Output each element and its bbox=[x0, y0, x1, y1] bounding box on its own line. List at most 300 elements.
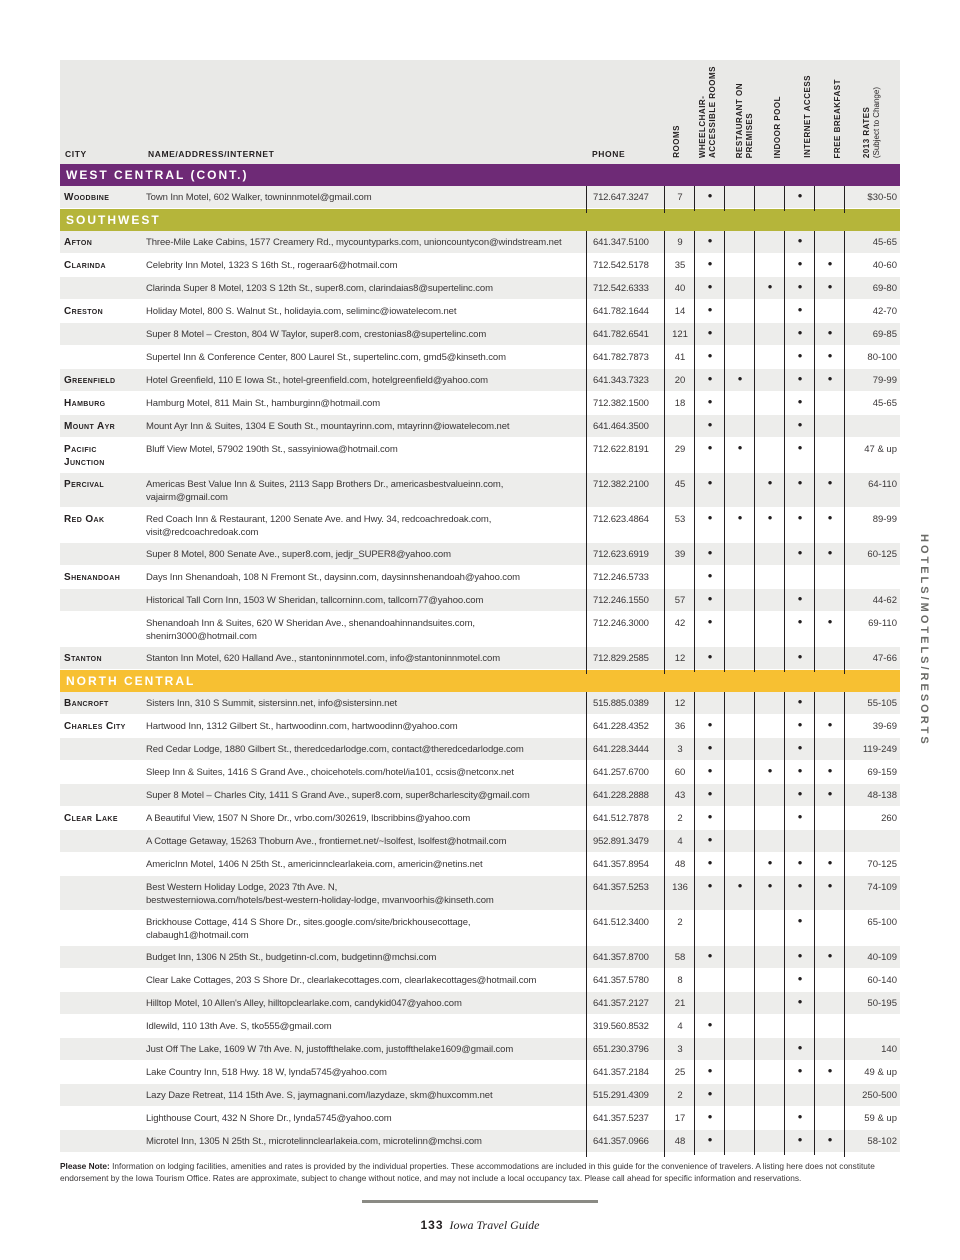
rate-cell: 45-65 bbox=[844, 231, 901, 258]
rate-cell: 55-105 bbox=[844, 692, 901, 719]
internet-flag bbox=[784, 830, 815, 855]
pool-flag bbox=[754, 647, 785, 672]
rooms-cell: 2 bbox=[664, 1084, 695, 1111]
name-line: Lake Country Inn, 518 Hwy. 18 W, lynda5745@yahoo.com bbox=[146, 1067, 387, 1078]
wheelchair-flag bbox=[694, 969, 725, 994]
internet-flag: • bbox=[784, 543, 815, 568]
phone-cell: 641.357.0966 bbox=[586, 1130, 665, 1157]
pool-flag bbox=[754, 323, 785, 348]
rate-cell: 119-249 bbox=[844, 738, 901, 765]
breakfast-flag bbox=[814, 969, 845, 994]
phone-cell: 651.230.3796 bbox=[586, 1038, 665, 1065]
rooms-cell: 41 bbox=[664, 346, 695, 373]
name-line: clabaugh1@hotmail.com bbox=[146, 930, 249, 941]
pool-flag: • bbox=[754, 473, 785, 510]
rooms-cell: 4 bbox=[664, 830, 695, 857]
table-row bbox=[60, 612, 900, 647]
wheelchair-flag: • bbox=[694, 946, 725, 971]
wheelchair-flag: • bbox=[694, 566, 725, 591]
name-cell bbox=[146, 508, 586, 547]
wheelchair-flag: • bbox=[694, 647, 725, 672]
table-row bbox=[60, 186, 900, 209]
city-line: Pacific bbox=[64, 444, 97, 455]
internet-flag: • bbox=[784, 784, 815, 809]
breakfast-flag: • bbox=[814, 715, 845, 740]
phone-cell: 641.228.4352 bbox=[586, 715, 665, 742]
rooms-cell: 48 bbox=[664, 1130, 695, 1157]
breakfast-flag: • bbox=[814, 543, 845, 568]
phone-cell: 712.382.2100 bbox=[586, 473, 665, 512]
wheelchair-flag: • bbox=[694, 254, 725, 279]
rooms-cell: 17 bbox=[664, 1107, 695, 1134]
table-row bbox=[60, 300, 900, 323]
internet-flag: • bbox=[784, 1061, 815, 1086]
internet-flag: • bbox=[784, 969, 815, 994]
name-line: Hilltop Motel, 10 Allen's Alley, hilltopclearlake.com, candykid047@yahoo.com bbox=[146, 998, 462, 1009]
pool-flag bbox=[754, 692, 785, 717]
wheelchair-flag: • bbox=[694, 415, 725, 440]
phone-cell: 952.891.3479 bbox=[586, 830, 665, 857]
phone-cell: 641.357.5253 bbox=[586, 876, 665, 915]
table-row bbox=[60, 761, 900, 784]
pool-flag bbox=[754, 438, 785, 475]
internet-flag: • bbox=[784, 807, 815, 832]
internet-flag: • bbox=[784, 612, 815, 649]
internet-flag bbox=[784, 1084, 815, 1109]
phone-cell: 712.622.8191 bbox=[586, 438, 665, 477]
breakfast-flag bbox=[814, 807, 845, 832]
rate-cell: 40-60 bbox=[844, 254, 901, 281]
internet-flag: • bbox=[784, 186, 815, 211]
pool-column-header: INDOOR POOL bbox=[773, 95, 782, 158]
wheelchair-flag: • bbox=[694, 876, 725, 913]
city-cell: Stanton bbox=[64, 653, 102, 664]
table-row bbox=[60, 876, 900, 911]
breakfast-flag bbox=[814, 992, 845, 1017]
pool-flag: • bbox=[754, 853, 785, 878]
table-row bbox=[60, 647, 900, 670]
rate-cell: 250-500 bbox=[844, 1084, 901, 1111]
restaurant-flag bbox=[724, 543, 755, 568]
wheelchair-flag: • bbox=[694, 738, 725, 763]
rate-cell: 79-99 bbox=[844, 369, 901, 396]
name-cell bbox=[146, 876, 586, 915]
wheelchair-flag: • bbox=[694, 300, 725, 325]
rooms-cell: 4 bbox=[664, 1015, 695, 1042]
restaurant-flag bbox=[724, 911, 755, 948]
rate-cell: 80-100 bbox=[844, 346, 901, 373]
name-line: vajairm@gmail.com bbox=[146, 492, 228, 503]
pool-flag bbox=[754, 231, 785, 256]
phone-cell: 641.357.8954 bbox=[586, 853, 665, 880]
rate-cell: 74-109 bbox=[844, 876, 901, 915]
rooms-cell: 60 bbox=[664, 761, 695, 788]
restaurant-flag bbox=[724, 830, 755, 855]
phone-cell: 641.357.2127 bbox=[586, 992, 665, 1019]
breakfast-flag bbox=[814, 415, 845, 440]
pool-flag bbox=[754, 1038, 785, 1063]
rooms-cell: 7 bbox=[664, 186, 695, 213]
phone-cell: 712.382.1500 bbox=[586, 392, 665, 419]
pool-flag bbox=[754, 415, 785, 440]
wheelchair-flag: • bbox=[694, 589, 725, 614]
table-row bbox=[60, 1015, 900, 1038]
restaurant-flag bbox=[724, 715, 755, 740]
table-row bbox=[60, 473, 900, 508]
internet-flag: • bbox=[784, 369, 815, 394]
restaurant-flag bbox=[724, 784, 755, 809]
restaurant-flag: • bbox=[724, 438, 755, 475]
name-line: Three-Mile Lake Cabins, 1577 Creamery Rd., mycountyparks.com, unioncountycon@windstream.net bbox=[146, 237, 562, 248]
name-line: Holiday Motel, 800 S. Walnut St., holidayia.com, seliminc@iowatelecom.net bbox=[146, 306, 457, 317]
breakfast-flag bbox=[814, 1084, 845, 1109]
name-line: Bluff View Motel, 57902 190th St., sassyiniowa@hotmail.com bbox=[146, 444, 398, 455]
name-line: Super 8 Motel, 800 Senate Ave., super8.com, jedjr_SUPER8@yahoo.com bbox=[146, 549, 451, 560]
name-line: bestwesterniowa.com/hotels/best-western-holiday-lodge, mvanvoorhis@kinseth.com bbox=[146, 895, 494, 906]
breakfast-flag: • bbox=[814, 853, 845, 878]
restaurant-flag bbox=[724, 992, 755, 1017]
pool-flag bbox=[754, 911, 785, 948]
pool-flag bbox=[754, 946, 785, 971]
name-line: AmericInn Motel, 1406 N 25th St., americinnclearlakeia.com, americin@netins.net bbox=[146, 859, 483, 870]
restaurant-flag bbox=[724, 853, 755, 878]
wheelchair-flag: • bbox=[694, 438, 725, 475]
name-line: shenirn3000@hotmail.com bbox=[146, 631, 257, 642]
name-cell bbox=[146, 647, 586, 674]
restaurant-flag bbox=[724, 473, 755, 510]
rate-cell: 48-138 bbox=[844, 784, 901, 811]
table-row bbox=[60, 415, 900, 438]
rooms-cell: 8 bbox=[664, 969, 695, 996]
name-line: Sisters Inn, 310 S Summit, sistersinn.net, info@sistersinn.net bbox=[146, 698, 398, 709]
rate-cell: 69-159 bbox=[844, 761, 901, 788]
wheelchair-flag bbox=[694, 911, 725, 948]
phone-cell: 712.647.3247 bbox=[586, 186, 665, 213]
rooms-column-header: ROOMS bbox=[672, 125, 681, 158]
rate-cell: 42-70 bbox=[844, 300, 901, 327]
breakfast-flag bbox=[814, 300, 845, 325]
pool-flag bbox=[754, 969, 785, 994]
name-line: Americas Best Value Inn & Suites, 2113 Sapp Brothers Dr., americasbestvalueinn.com, bbox=[146, 479, 504, 490]
internet-flag: • bbox=[784, 231, 815, 256]
breakfast-flag bbox=[814, 692, 845, 717]
city-cell bbox=[64, 911, 144, 950]
city-cell: Woodbine bbox=[64, 192, 110, 203]
internet-flag: • bbox=[784, 508, 815, 545]
breakfast-flag bbox=[814, 566, 845, 591]
internet-flag: • bbox=[784, 911, 815, 948]
restaurant-flag bbox=[724, 346, 755, 371]
rate-cell: 70-125 bbox=[844, 853, 901, 880]
rooms-cell: 2 bbox=[664, 807, 695, 834]
internet-flag: • bbox=[784, 323, 815, 348]
restaurant-flag bbox=[724, 1015, 755, 1040]
phone-cell: 641.343.7323 bbox=[586, 369, 665, 396]
city-cell: Shenandoah bbox=[64, 572, 121, 583]
pool-flag bbox=[754, 1130, 785, 1155]
table-header bbox=[60, 60, 900, 164]
table-row bbox=[60, 369, 900, 392]
pool-flag bbox=[754, 784, 785, 809]
wheelchair-flag bbox=[694, 1038, 725, 1063]
restaurant-flag bbox=[724, 1038, 755, 1063]
wheelchair-flag: • bbox=[694, 784, 725, 809]
rooms-cell: 35 bbox=[664, 254, 695, 281]
breakfast-flag: • bbox=[814, 612, 845, 649]
rooms-cell: 48 bbox=[664, 853, 695, 880]
phone-cell: 712.829.2585 bbox=[586, 647, 665, 674]
breakfast-flag bbox=[814, 231, 845, 256]
restaurant-flag bbox=[724, 392, 755, 417]
phone-cell: 641.228.3444 bbox=[586, 738, 665, 765]
rooms-cell: 58 bbox=[664, 946, 695, 973]
table-row bbox=[60, 946, 900, 969]
city-cell: Charles City bbox=[64, 721, 126, 732]
internet-flag: • bbox=[784, 438, 815, 475]
phone-cell: 641.782.7873 bbox=[586, 346, 665, 373]
breakfast-flag bbox=[814, 1015, 845, 1040]
city-cell: Hamburg bbox=[64, 398, 106, 409]
rooms-cell: 36 bbox=[664, 715, 695, 742]
breakfast-flag: • bbox=[814, 346, 845, 371]
rooms-cell: 136 bbox=[664, 876, 695, 915]
table-row bbox=[60, 323, 900, 346]
name-line: Lighthouse Court, 432 N Shore Dr., lynda5745@yahoo.com bbox=[146, 1113, 392, 1124]
phone-column-header: PHONE bbox=[592, 149, 626, 159]
table-row bbox=[60, 566, 900, 589]
note-label: Please Note: bbox=[60, 1161, 110, 1171]
internet-flag: • bbox=[784, 692, 815, 717]
phone-cell: 641.512.7878 bbox=[586, 807, 665, 834]
name-line: Stanton Inn Motel, 620 Halland Ave., stantoninnmotel.com, info@stantoninnmotel.com bbox=[146, 653, 501, 664]
phone-cell: 641.357.5780 bbox=[586, 969, 665, 996]
wheelchair-flag: • bbox=[694, 346, 725, 371]
breakfast-flag bbox=[814, 392, 845, 417]
wheelchair-flag: • bbox=[694, 277, 725, 302]
breakfast-flag: • bbox=[814, 254, 845, 279]
rooms-cell: 43 bbox=[664, 784, 695, 811]
note bbox=[60, 1161, 900, 1184]
breakfast-flag bbox=[814, 589, 845, 614]
table-row bbox=[60, 784, 900, 807]
wheelchair-flag: • bbox=[694, 807, 725, 832]
rate-cell: 50-195 bbox=[844, 992, 901, 1019]
page-number: 133 bbox=[420, 1218, 444, 1232]
rooms-cell: 18 bbox=[664, 392, 695, 419]
breakfast-flag: • bbox=[814, 508, 845, 545]
phone-cell: 641.257.6700 bbox=[586, 761, 665, 788]
internet-flag: • bbox=[784, 346, 815, 371]
name-line: Microtel Inn, 1305 N 25th St., microtelinnclearlakeia.com, microtelinn@mchsi.com bbox=[146, 1136, 482, 1147]
restaurant-flag bbox=[724, 1061, 755, 1086]
internet-column-header: INTERNET ACCESS bbox=[803, 75, 812, 158]
name-line: Supertel Inn & Conference Center, 800 Laurel St., supertelinc.com, gmd5@kinseth.com bbox=[146, 352, 506, 363]
rooms-cell: 53 bbox=[664, 508, 695, 547]
breakfast-flag bbox=[814, 830, 845, 855]
city-cell: Bancroft bbox=[64, 698, 109, 709]
restaurant-flag bbox=[724, 612, 755, 649]
name-line: Budget Inn, 1306 N 25th St., budgetinn-cl.com, budgetinn@mchsi.com bbox=[146, 952, 437, 963]
restaurant-flag bbox=[724, 761, 755, 786]
name-line: visit@redcoachredoak.com bbox=[146, 527, 259, 538]
wheelchair-flag: • bbox=[694, 853, 725, 878]
pool-flag: • bbox=[754, 761, 785, 786]
wheelchair-flag: • bbox=[694, 231, 725, 256]
phone-cell: 641.357.2184 bbox=[586, 1061, 665, 1088]
section-band: SOUTHWEST bbox=[60, 209, 900, 231]
city-line: Junction bbox=[64, 457, 105, 468]
footer-rule bbox=[362, 1200, 598, 1203]
rooms-cell: 40 bbox=[664, 277, 695, 304]
phone-cell: 641.357.5237 bbox=[586, 1107, 665, 1134]
wheelchair-flag: • bbox=[694, 612, 725, 649]
breakfast-flag bbox=[814, 1107, 845, 1132]
name-line: Celebrity Inn Motel, 1323 S 16th St., rogeraar6@hotmail.com bbox=[146, 260, 398, 271]
rooms-cell: 42 bbox=[664, 612, 695, 651]
table-row bbox=[60, 992, 900, 1015]
internet-flag: • bbox=[784, 946, 815, 971]
table-row bbox=[60, 508, 900, 543]
pool-flag bbox=[754, 186, 785, 211]
pool-flag: • bbox=[754, 277, 785, 302]
city-cell bbox=[64, 438, 144, 477]
restaurant-flag bbox=[724, 323, 755, 348]
rate-cell: 44-62 bbox=[844, 589, 901, 616]
phone-cell: 712.246.5733 bbox=[586, 566, 665, 593]
restaurant-flag bbox=[724, 566, 755, 591]
name-line: Town Inn Motel, 602 Walker, towninnmotel@gmail.com bbox=[146, 192, 372, 203]
table-row bbox=[60, 738, 900, 761]
table-row bbox=[60, 392, 900, 415]
restaurant-flag: • bbox=[724, 508, 755, 545]
pool-flag: • bbox=[754, 876, 785, 913]
breakfast-flag: • bbox=[814, 277, 845, 302]
rooms-cell: 57 bbox=[664, 589, 695, 616]
table-row bbox=[60, 231, 900, 254]
restaurant-flag: • bbox=[724, 876, 755, 913]
name-line: Best Western Holiday Lodge, 2023 7th Ave. N, bbox=[146, 882, 338, 893]
internet-flag: • bbox=[784, 715, 815, 740]
pool-flag bbox=[754, 566, 785, 591]
name-line: A Beautiful View, 1507 N Shore Dr., vrbo.com/302619, lbscribbins@yahoo.com bbox=[146, 813, 471, 824]
table-row bbox=[60, 715, 900, 738]
guide-title: Iowa Travel Guide bbox=[449, 1218, 540, 1232]
rate-cell: 58-102 bbox=[844, 1130, 901, 1157]
internet-flag: • bbox=[784, 589, 815, 614]
city-cell: Red Oak bbox=[64, 514, 105, 525]
city-cell: Afton bbox=[64, 237, 93, 248]
restaurant-flag bbox=[724, 1107, 755, 1132]
phone-cell: 515.291.4309 bbox=[586, 1084, 665, 1111]
breakfast-flag bbox=[814, 1038, 845, 1063]
pool-flag bbox=[754, 612, 785, 649]
table-row bbox=[60, 254, 900, 277]
city-cell bbox=[64, 1130, 144, 1157]
phone-cell: 641.228.2888 bbox=[586, 784, 665, 811]
phone-cell: 641.464.3500 bbox=[586, 415, 665, 442]
rooms-cell: 20 bbox=[664, 369, 695, 396]
restaurant-flag bbox=[724, 254, 755, 279]
breakfast-flag: • bbox=[814, 323, 845, 348]
rooms-cell: 21 bbox=[664, 992, 695, 1019]
table-row bbox=[60, 1107, 900, 1130]
table-row bbox=[60, 1061, 900, 1084]
rate-cell: 39-69 bbox=[844, 715, 901, 742]
rate-cell: 60-125 bbox=[844, 543, 901, 570]
internet-flag: • bbox=[784, 254, 815, 279]
pool-flag bbox=[754, 830, 785, 855]
restaurant-flag: • bbox=[724, 369, 755, 394]
rooms-cell: 12 bbox=[664, 692, 695, 719]
table-row bbox=[60, 543, 900, 566]
breakfast-flag bbox=[814, 186, 845, 211]
internet-flag: • bbox=[784, 473, 815, 510]
phone-cell: 319.560.8532 bbox=[586, 1015, 665, 1042]
side-label: HOTELS/MOTELS/RESORTS bbox=[918, 534, 930, 747]
pool-flag bbox=[754, 738, 785, 763]
internet-flag bbox=[784, 566, 815, 591]
internet-flag: • bbox=[784, 277, 815, 302]
restaurant-flag bbox=[724, 807, 755, 832]
restaurant-flag bbox=[724, 231, 755, 256]
footer bbox=[362, 1216, 598, 1234]
name-line: Clear Lake Cottages, 203 S Shore Dr., clearlakecottages.com, clearlakecottages@hotmail.com bbox=[146, 975, 537, 986]
table-row bbox=[60, 969, 900, 992]
pool-flag bbox=[754, 807, 785, 832]
rooms-cell: 45 bbox=[664, 473, 695, 512]
rate-cell: 260 bbox=[844, 807, 901, 834]
breakfast-flag: • bbox=[814, 876, 845, 913]
rooms-cell: 39 bbox=[664, 543, 695, 570]
name-line: Hotel Greenfield, 110 E Iowa St., hotel-greenfield.com, hotelgreenfield@yahoo.com bbox=[146, 375, 488, 386]
wheelchair-flag: • bbox=[694, 1107, 725, 1132]
wheelchair-flag: • bbox=[694, 186, 725, 211]
restaurant-flag bbox=[724, 738, 755, 763]
note-text: Information on lodging facilities, amenities and rates is provided by the individual properties. These accommodations are included in this guide for the convenience of travelers. A listing here does not constitute endorsement by the Iowa Tourism Office. Rates are approximate, subject to change without notice, and may not include a local occupancy tax. Please call ahead for specific information and reservations. bbox=[60, 1161, 875, 1183]
restaurant-flag bbox=[724, 277, 755, 302]
name-cell bbox=[146, 1130, 586, 1157]
wheelchair-flag: • bbox=[694, 1015, 725, 1040]
breakfast-flag bbox=[814, 647, 845, 672]
wheelchair-column-header: WHEELCHAIR- ACCESSIBLE ROOMS bbox=[698, 65, 717, 158]
phone-cell: 712.542.6333 bbox=[586, 277, 665, 304]
rate-cell: 65-100 bbox=[844, 911, 901, 950]
phone-cell: 641.357.8700 bbox=[586, 946, 665, 973]
rate-cell: 69-80 bbox=[844, 277, 901, 304]
restaurant-flag bbox=[724, 1084, 755, 1109]
table-row bbox=[60, 1038, 900, 1061]
phone-cell: 712.246.3000 bbox=[586, 612, 665, 651]
restaurant-column-header: RESTAURANT ON PREMISES bbox=[735, 82, 754, 158]
pool-flag bbox=[754, 346, 785, 371]
wheelchair-flag: • bbox=[694, 543, 725, 568]
table-row bbox=[60, 1084, 900, 1107]
name-line: Sleep Inn & Suites, 1416 S Grand Ave., choicehotels.com/hotel/ia101, ccsis@netconx.net bbox=[146, 767, 514, 778]
internet-flag: • bbox=[784, 761, 815, 786]
table-row bbox=[60, 589, 900, 612]
rooms-cell: 121 bbox=[664, 323, 695, 350]
wheelchair-flag: • bbox=[694, 473, 725, 510]
name-line: Mount Ayr Inn & Suites, 1304 E South St., mountayrinn.com, mtayrinn@iowatelecom.net bbox=[146, 421, 510, 432]
rooms-cell: 3 bbox=[664, 738, 695, 765]
rooms-cell: 9 bbox=[664, 231, 695, 258]
city-cell: Mount Ayr bbox=[64, 421, 116, 432]
phone-cell: 641.782.6541 bbox=[586, 323, 665, 350]
rate-cell: 47-66 bbox=[844, 647, 901, 674]
city-cell bbox=[64, 876, 144, 915]
section-band: NORTH CENTRAL bbox=[60, 670, 900, 692]
restaurant-flag bbox=[724, 692, 755, 717]
